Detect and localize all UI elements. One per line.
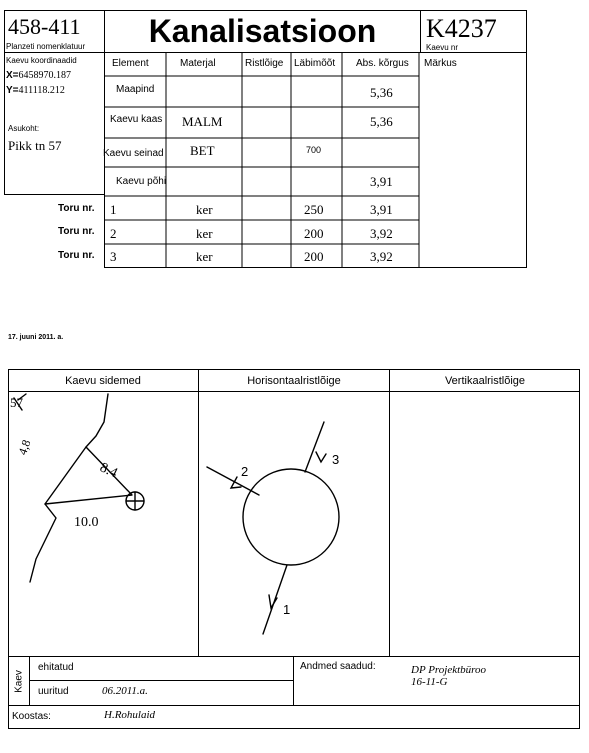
pipe-diameter: 250 (304, 202, 324, 217)
row-material: BET (190, 143, 215, 158)
coord-y (6, 85, 65, 96)
footer-mid-divider (293, 656, 294, 706)
title-box (104, 10, 421, 53)
row-element: Kaevu põhi (116, 176, 167, 187)
pipe-diameter: 200 (304, 249, 324, 264)
section-title-links (8, 370, 198, 391)
pipe-material: ker (196, 249, 213, 264)
section-title: Horisontaalristlõige (247, 374, 341, 387)
pipe-label-1: 1 (283, 602, 291, 617)
built-label: ehitatud (38, 662, 74, 673)
coord-y-value: 411118.212 (18, 85, 65, 96)
col-header-element: Element (112, 58, 149, 69)
row-element: Kaevu kaas (110, 114, 163, 125)
compiled-value: H.Rohulaid (104, 709, 156, 721)
footer-row-divider (29, 680, 293, 681)
pipe-line-2 (207, 467, 259, 495)
data-source-value: DP Projektbüroo (411, 664, 487, 676)
document-date: 17. juuni 2011. a. (8, 334, 64, 341)
sections-divider-2 (389, 369, 390, 657)
pipe-no: 3 (110, 249, 117, 264)
section-title-vertical (390, 370, 580, 391)
pipe-height: 3,91 (370, 202, 393, 217)
pipe-label-3: 3 (332, 452, 340, 467)
distance-b: 10.0 (74, 515, 99, 530)
coord-x (6, 70, 71, 81)
pipe-line-3 (305, 422, 324, 472)
horizontal-section-sketch (199, 392, 389, 657)
pipe-height: 3,92 (370, 226, 393, 241)
compiled-label: Koostas: (12, 711, 51, 722)
location-value: Pikk tn 57 (8, 138, 62, 153)
col-header-section: Ristlõige (245, 58, 284, 69)
well-number: K4237 (426, 14, 497, 43)
pipe-label: Toru nr. (58, 226, 95, 237)
row-element: Kaevu seinad (103, 148, 164, 159)
page-title: Kanalisatsioon (148, 13, 377, 49)
sketch-label-side: 4,8 (15, 437, 34, 457)
well-caption: Kaevu nr (426, 43, 459, 52)
location-caption: Asukoht: (8, 124, 40, 133)
row-height: 5,36 (370, 85, 393, 100)
col-header-remark: Märkus (424, 58, 457, 69)
coord-x-label: X= (6, 70, 19, 81)
pipe-label: Toru nr. (58, 250, 95, 261)
well-table (104, 52, 527, 268)
row-material: MALM (182, 114, 223, 129)
coord-x-value: 6458970.187 (18, 70, 72, 81)
link-line-b (30, 504, 56, 582)
pipe-line-1 (263, 565, 287, 634)
well-side-label: Kaev (13, 670, 25, 693)
pipe-material: ker (196, 202, 213, 217)
row-height: 3,91 (370, 174, 393, 189)
data-source-label: Andmed saadud: (300, 661, 376, 672)
col-header-diameter: Läbimõõt (294, 58, 336, 69)
pipe-material: ker (196, 226, 213, 241)
row-element: Maapind (116, 84, 155, 95)
col-header-material: Materjal (180, 58, 216, 69)
link-line-a (86, 394, 108, 447)
footer-side-divider (29, 656, 30, 706)
coords-caption: Kaevu koordinaadid (6, 56, 77, 65)
row-diameter: 700 (306, 145, 322, 155)
data-source-code: 16-11-G (411, 676, 448, 688)
row-height: 5,36 (370, 114, 393, 129)
links-sketch (8, 392, 198, 657)
surveyed-value: 06.2011.a. (102, 685, 148, 697)
sheet-caption: Planzeti nomenklatuur (6, 42, 86, 51)
col-header-height: Abs. kõrgus (356, 58, 409, 69)
pipe-label-2: 2 (241, 464, 249, 479)
distance-a: 8.4 (97, 460, 120, 482)
section-title: Kaevu sidemed (65, 374, 141, 387)
section-title: Vertikaalristlõige (444, 374, 526, 387)
pipe-label: Toru nr. (58, 203, 95, 214)
pipe-no: 1 (110, 202, 117, 217)
pipe-no: 2 (110, 226, 117, 241)
compiled-frame (8, 705, 580, 729)
section-title-horizontal (199, 370, 389, 391)
pipe-diameter: 200 (304, 226, 324, 241)
footer-frame (8, 656, 580, 706)
coord-y-label: Y= (6, 85, 19, 96)
triangle-sketch (45, 447, 132, 504)
well-circle (243, 469, 339, 565)
sketch-label-top: 57 (10, 395, 23, 410)
sheet-number: 458-411 (8, 14, 81, 39)
pipe-height: 3,92 (370, 249, 393, 264)
surveyed-label: uuritud (38, 686, 69, 697)
